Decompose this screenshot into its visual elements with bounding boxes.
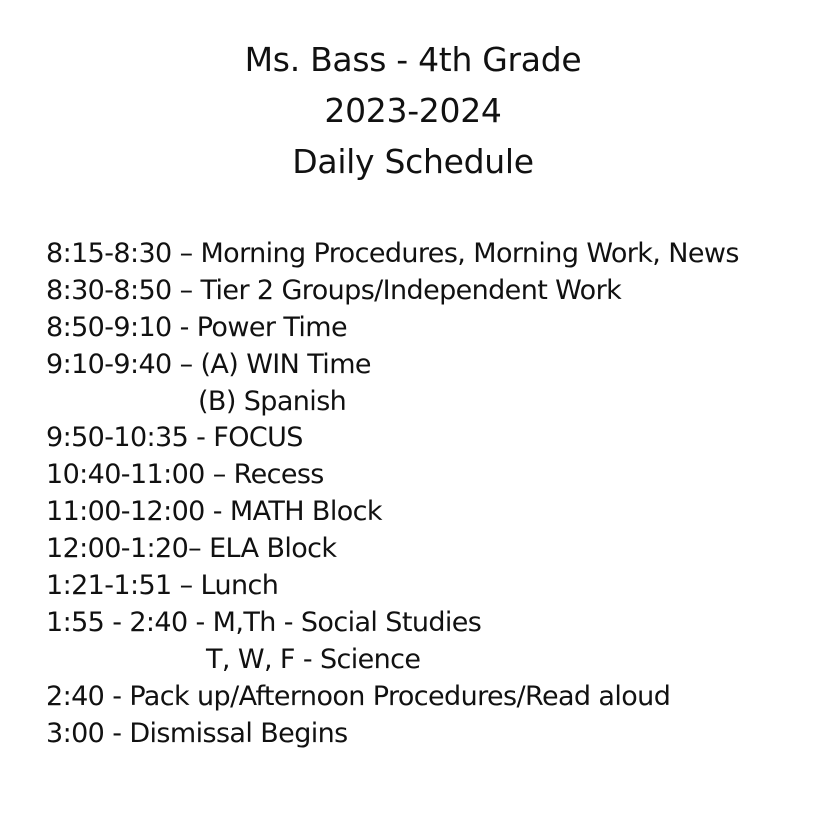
page-title: Ms. Bass - 4th Grade: [244, 40, 582, 79]
schedule-item: 12:00-1:20– ELA Block: [46, 533, 337, 565]
schedule-item: 1:21-1:51 – Lunch: [46, 570, 279, 602]
schedule-item-continuation: (B) Spanish: [198, 385, 347, 417]
schedule-item: 1:55 - 2:40 - M,Th - Social Studies: [46, 606, 482, 638]
schedule-item: 10:40-11:00 – Recess: [46, 459, 324, 491]
page-subtitle: Daily Schedule: [292, 142, 534, 181]
document-header: [0, 34, 826, 187]
schedule-list: [46, 236, 739, 752]
schedule-item: 8:15-8:30 – Morning Procedures, Morning Work, News: [46, 238, 739, 269]
schedule-item: 8:30-8:50 – Tier 2 Groups/Independent Work: [46, 274, 622, 306]
schedule-item: 8:50-9:10 - Power Time: [46, 311, 348, 343]
schedule-item: 11:00-12:00 - MATH Block: [46, 496, 382, 528]
schedule-item: 9:50-10:35 - FOCUS: [46, 422, 303, 454]
schedule-item-continuation: T, W, F - Science: [206, 643, 421, 675]
schedule-item: 3:00 - Dismissal Begins: [46, 717, 348, 749]
school-year: 2023-2024: [324, 91, 502, 130]
schedule-item: 2:40 - Pack up/Afternoon Procedures/Read aloud: [46, 680, 671, 712]
schedule-item: 9:10-9:40 – (A) WIN Time: [46, 348, 371, 380]
